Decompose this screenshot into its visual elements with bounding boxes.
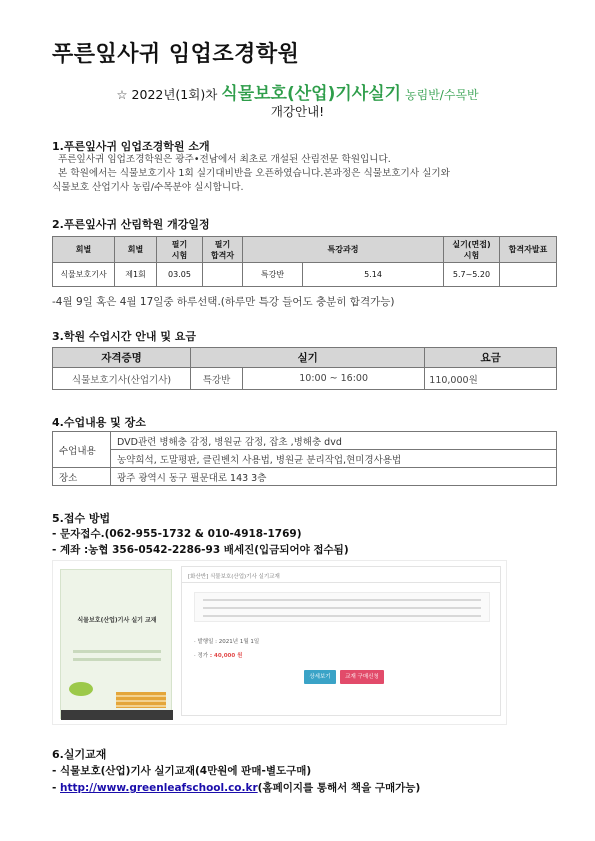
fee-table bbox=[52, 347, 557, 390]
buy-book-button[interactable]: 교재 구매신청 bbox=[340, 670, 384, 684]
textbook-info: - 식물보호(산업)기사 실기교재(4만원에 판매-별도구매) bbox=[52, 765, 312, 777]
course-round: 2022년(1회)차 bbox=[131, 87, 218, 102]
book-price-label: · 정가 bbox=[194, 653, 209, 659]
book-cover-stripe bbox=[116, 692, 166, 708]
star-icon: ☆ bbox=[116, 87, 128, 102]
table-row bbox=[53, 450, 557, 468]
book-cover-text bbox=[73, 650, 161, 666]
textbook-image bbox=[52, 560, 507, 725]
book-price-row bbox=[194, 651, 242, 659]
col-header: 회별 bbox=[115, 237, 157, 263]
book-description bbox=[194, 592, 490, 622]
table-cell: 식물보호기사 bbox=[53, 263, 115, 287]
table-cell: 장소 bbox=[53, 468, 111, 486]
table-row bbox=[53, 432, 557, 450]
book-price: : 40,000 원 bbox=[209, 653, 243, 659]
book-cover-title: 식물보호(산업)기사 실기 교재 bbox=[77, 617, 157, 624]
col-header: 자격증명 bbox=[53, 348, 191, 368]
content-table bbox=[52, 431, 557, 486]
table-row bbox=[53, 263, 557, 287]
table-row bbox=[53, 368, 557, 390]
course-announcement: 개강안내! bbox=[270, 104, 325, 119]
col-header: 실기(면접) 시험 bbox=[444, 237, 500, 263]
table-cell: 제1회 bbox=[115, 263, 157, 287]
table-cell: 식물보호기사(산업기사) bbox=[53, 368, 191, 390]
table-cell: 10:00 ~ 16:00 bbox=[243, 368, 425, 390]
book-detail-panel bbox=[181, 566, 501, 716]
homepage-row bbox=[52, 780, 420, 795]
table-cell: 특강반 bbox=[191, 368, 243, 390]
intro-line-3: 식물보호 산업기사 농림/수목분야 실시합니다. bbox=[52, 182, 244, 193]
table-cell: 농약희석, 도말평판, 클린벤치 사용법, 병원균 분리작업,현미경사용법 bbox=[111, 450, 557, 468]
table-cell: 광주 광역시 동구 필문대로 143 3층 bbox=[111, 468, 557, 486]
leaf-logo-icon bbox=[69, 682, 93, 696]
book-detail-header: [화산반] 식물보호(산업)기사 실기교재 bbox=[182, 567, 500, 583]
section-5-heading: 5.접수 방법 bbox=[52, 512, 111, 525]
book-issue-date: · 발행일 : 2021년 1월 1일 bbox=[194, 639, 260, 645]
book-cover bbox=[60, 569, 172, 719]
col-header: 요금 bbox=[425, 348, 557, 368]
col-header: 특강과정 bbox=[243, 237, 444, 263]
table-cell: 특강반 bbox=[243, 263, 303, 287]
detail-button[interactable]: 상세보기 bbox=[304, 670, 336, 684]
homepage-note: (홈페이지를 통해서 책을 구매가능) bbox=[257, 782, 421, 794]
table-cell: 5.14 bbox=[303, 263, 444, 287]
section-2-heading: 2.푸른잎사귀 산림학원 개강일정 bbox=[52, 218, 210, 231]
table-header-row bbox=[53, 237, 557, 263]
schedule-note: -4월 9일 혹은 4월 17일중 하루선택.(하루만 특강 들어도 충분히 합격가능) bbox=[52, 296, 395, 308]
table-cell: 수업내용 bbox=[53, 432, 111, 468]
schedule-table bbox=[52, 236, 557, 287]
homepage-link[interactable]: http://www.greenleafschool.co.kr bbox=[60, 782, 258, 794]
intro-line-2: 본 학원에서는 식물보호기사 1회 실기대비반을 오픈하였습니다.본과정은 식물보호기사 실기와 bbox=[58, 168, 450, 179]
section-1-body bbox=[52, 153, 450, 195]
page-title: 푸른잎사귀 임업조경학원 bbox=[52, 42, 300, 67]
course-class: 농림반/수목반 bbox=[405, 88, 479, 102]
table-cell: DVD관련 병해충 감정, 병원균 감정, 잡초 ,병해충 dvd bbox=[111, 432, 557, 450]
table-cell: 03.05 bbox=[157, 263, 203, 287]
section-1-heading: 1.푸른잎사귀 임업조경학원 소개 bbox=[52, 140, 210, 153]
col-header: 회별 bbox=[53, 237, 115, 263]
col-header: 합격자발표 bbox=[500, 237, 557, 263]
section-3-heading: 3.학원 수업시간 안내 및 요금 bbox=[52, 330, 197, 343]
intro-line-1: 푸른잎사귀 임업조경학원은 광주•전남에서 최초로 개설된 산림전문 학원입니다. bbox=[58, 154, 391, 165]
table-cell: 110,000원 bbox=[425, 368, 557, 390]
table-cell: 5.7~5.20 bbox=[444, 263, 500, 287]
book-cover-band bbox=[61, 710, 173, 720]
table-row bbox=[53, 468, 557, 486]
bank-account: - 계좌 :농협 356-0542-2286-93 배세진(입금되어야 접수됨) bbox=[52, 544, 349, 556]
course-name: 식물보호(산업)기사실기 bbox=[221, 84, 402, 104]
homepage-dash: - bbox=[52, 782, 61, 794]
col-header: 필기 합격자 bbox=[203, 237, 243, 263]
col-header: 필기 시험 bbox=[157, 237, 203, 263]
table-cell bbox=[500, 263, 557, 287]
section-4-heading: 4.수업내용 및 장소 bbox=[52, 416, 146, 429]
sms-contact: - 문자접수.(062-955-1732 & 010-4918-1769) bbox=[52, 528, 302, 540]
section-6-heading: 6.실기교재 bbox=[52, 748, 107, 761]
col-header: 실기 bbox=[191, 348, 425, 368]
course-subtitle bbox=[0, 79, 595, 104]
table-cell bbox=[203, 263, 243, 287]
table-header-row bbox=[53, 348, 557, 368]
